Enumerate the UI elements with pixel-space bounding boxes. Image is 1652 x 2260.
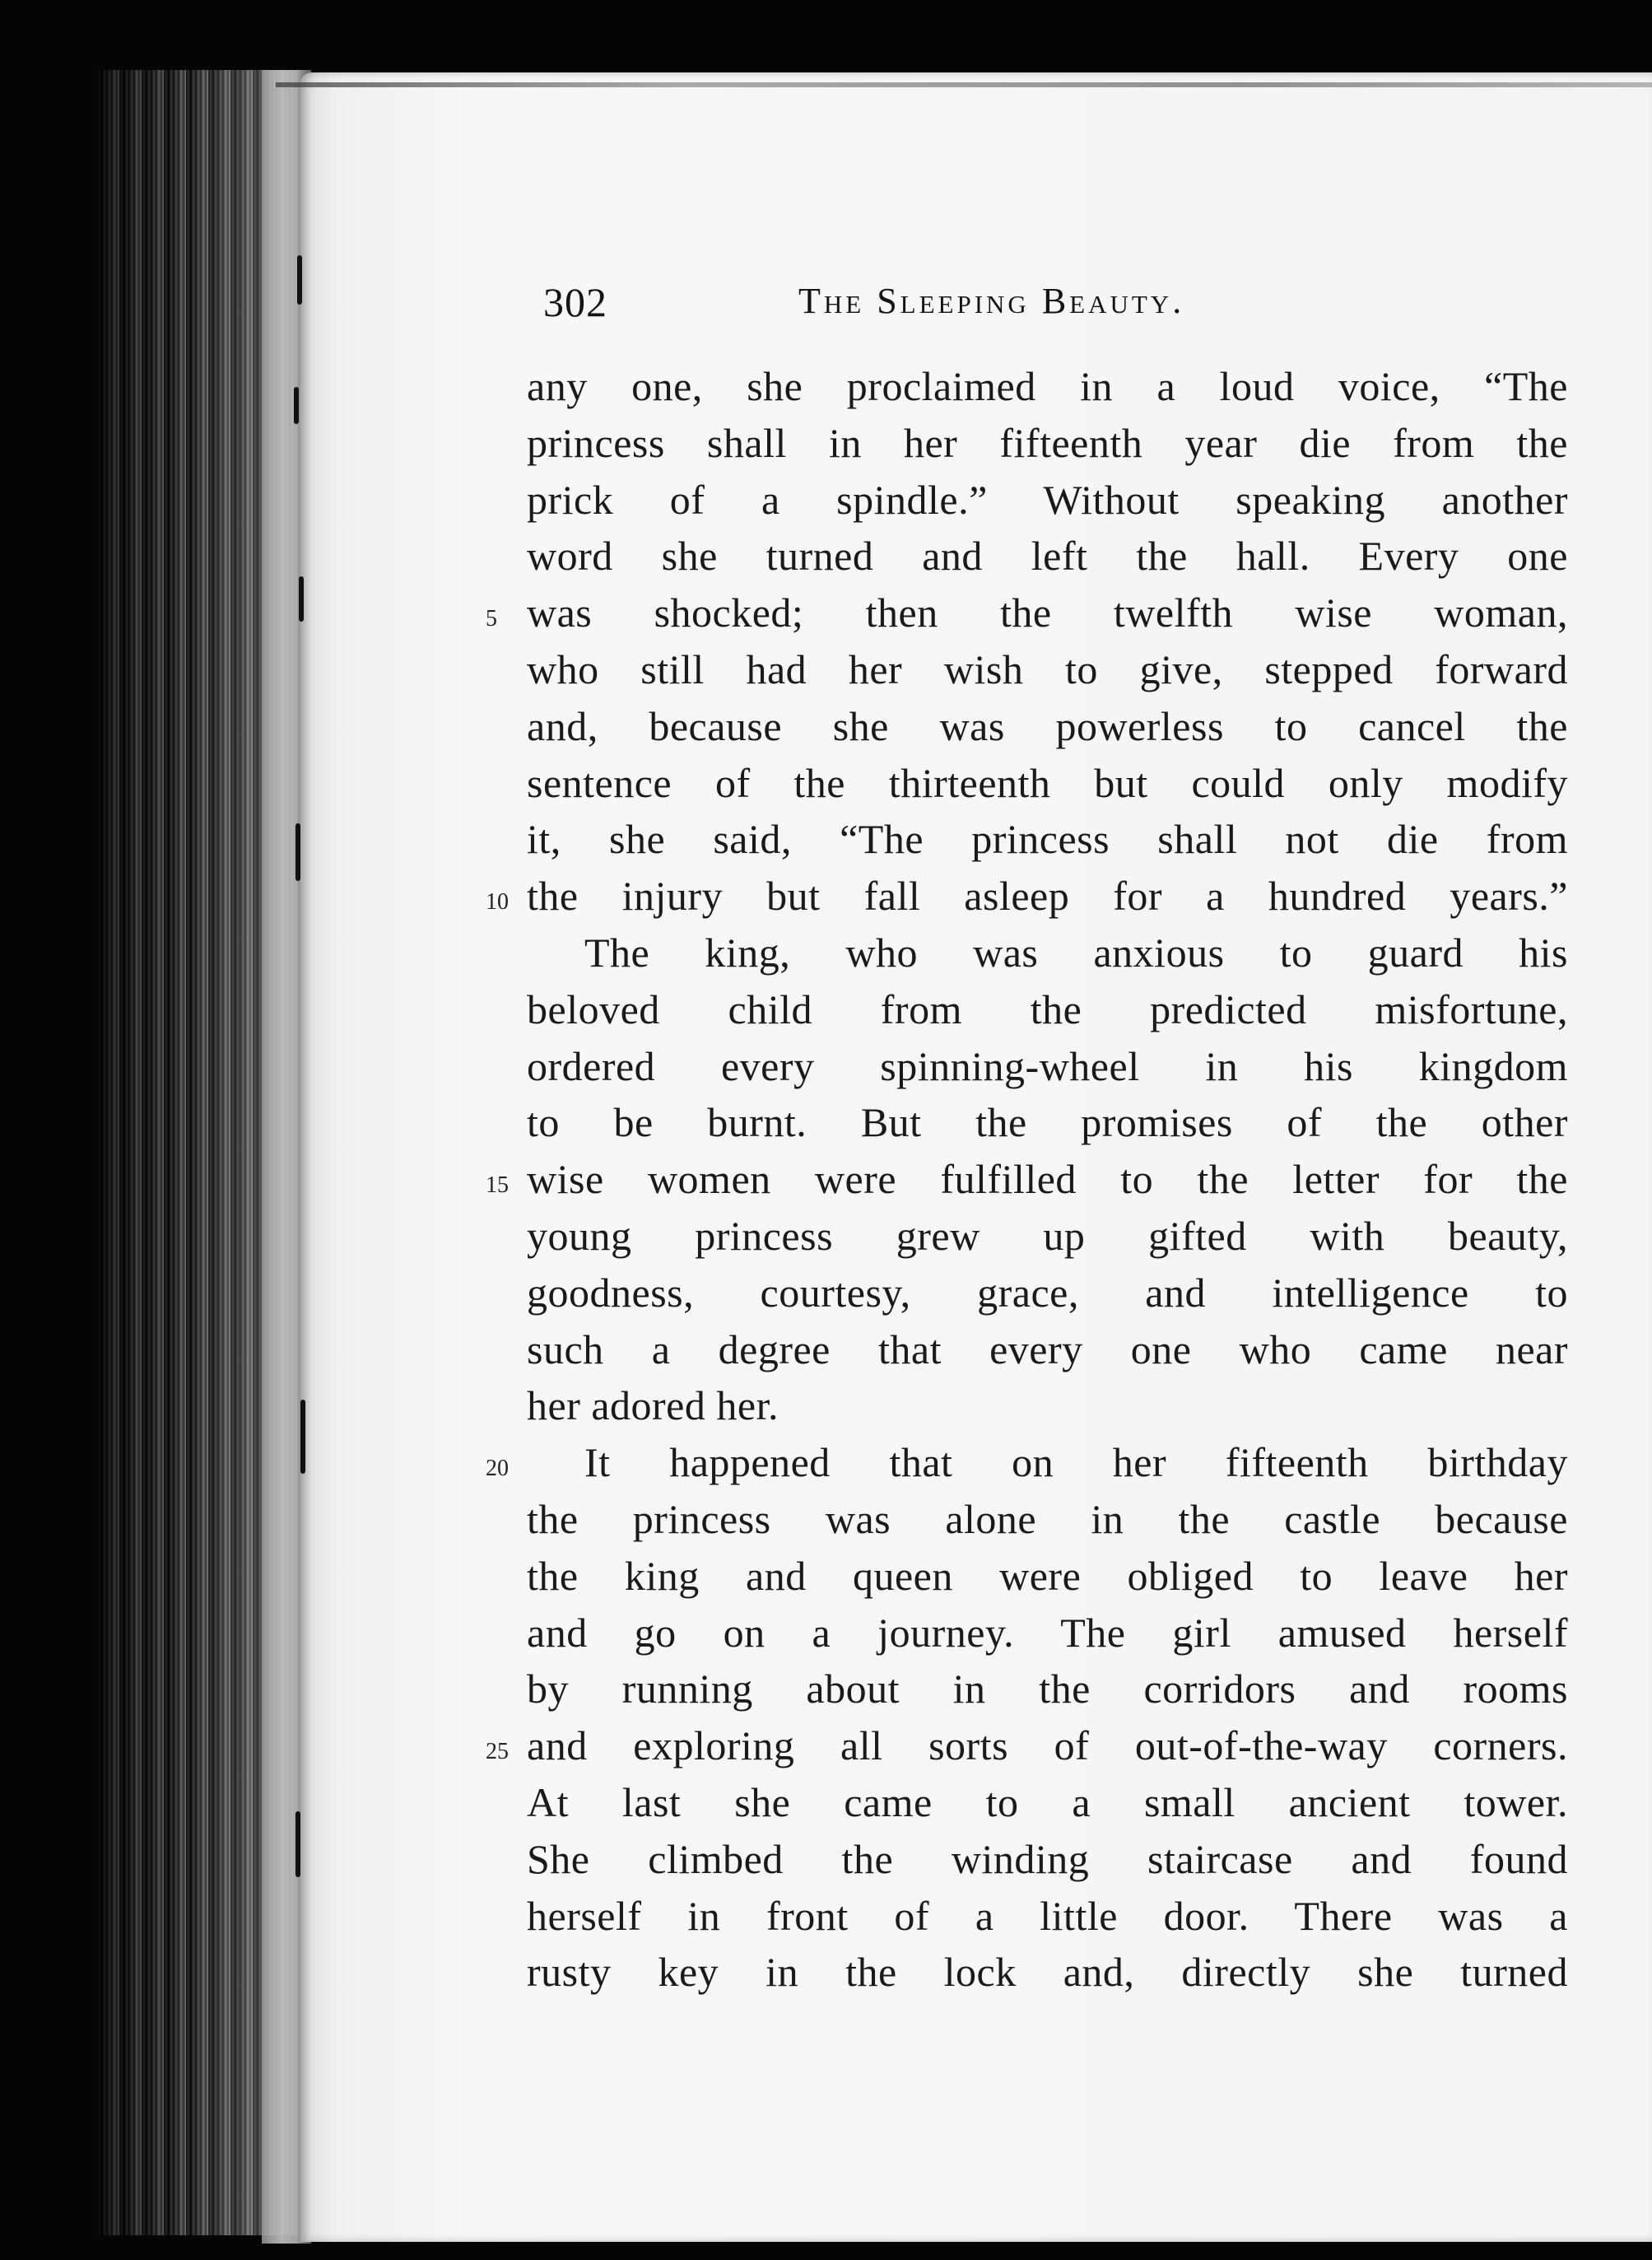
text-line: [527, 1605, 1568, 1661]
line-text: to be burnt. But the promises of the other: [527, 1099, 1568, 1146]
line-text: goodness, courtesy, grace, and intelligence to: [527, 1269, 1568, 1316]
line-text: the injury but fall asleep for a hundred years.”: [527, 873, 1568, 920]
gutter-mark: [295, 1811, 300, 1877]
line-text: rusty key in the lock and, directly she turned: [527, 1949, 1568, 1996]
line-text: At last she came to a small ancient tower.: [527, 1778, 1568, 1825]
line-text: word she turned and left the hall. Every one: [527, 533, 1568, 580]
line-text: was shocked; then the twelfth wise woman,: [527, 589, 1568, 636]
line-text: prick of a spindle.” Without speaking another: [527, 476, 1568, 523]
line-text: any one, she proclaimed in a loud voice, “The: [527, 363, 1568, 409]
text-line: [527, 1888, 1568, 1945]
text-line: [527, 1774, 1568, 1831]
text-line: [486, 868, 1568, 925]
line-number: 25: [486, 1739, 509, 1765]
line-text: by running about in the corridors and rooms: [527, 1666, 1568, 1712]
line-number: 5: [486, 606, 497, 632]
text-line: [527, 1038, 1568, 1095]
text-line: [527, 1208, 1568, 1265]
text-line: [527, 755, 1568, 812]
gutter-mark: [295, 823, 300, 881]
line-text: young princess grew up gifted with beauty,: [527, 1212, 1568, 1259]
text-line: [527, 1377, 1568, 1434]
gutter-mark: [299, 576, 304, 622]
line-text: beloved child from the predicted misfortune,: [527, 986, 1568, 1032]
text-line: [527, 1491, 1568, 1548]
text-line: [527, 1944, 1568, 2001]
line-text: herself in front of a little door. There was a: [527, 1892, 1568, 1939]
text-line: [527, 1831, 1568, 1888]
gutter-mark: [300, 1400, 305, 1474]
running-title: The Sleeping Beauty.: [798, 281, 1185, 321]
line-text: wise women were fulfilled to the letter for the: [527, 1156, 1568, 1203]
page-body-text: [486, 358, 1568, 2001]
line-text: her adored her.: [527, 1382, 779, 1429]
gutter-mark: [294, 387, 299, 424]
text-line: [527, 472, 1568, 529]
text-line: [486, 1717, 1568, 1774]
line-text: It happened that on her fifteenth birthday: [584, 1439, 1568, 1486]
text-line: [527, 528, 1568, 585]
text-line: [527, 641, 1568, 698]
text-line: [527, 1265, 1568, 1321]
line-text: who still had her wish to give, stepped forward: [527, 645, 1568, 692]
text-line: [527, 925, 1568, 981]
line-text: and go on a journey. The girl amused herself: [527, 1609, 1568, 1656]
text-line: [486, 1151, 1568, 1208]
text-line: [527, 1661, 1568, 1717]
text-line: [527, 1094, 1568, 1151]
text-line: [527, 1321, 1568, 1378]
text-line: [527, 981, 1568, 1038]
line-text: and, because she was powerless to cancel the: [527, 702, 1568, 749]
line-text: The king, who was anxious to guard his: [584, 929, 1568, 976]
text-line: [527, 415, 1568, 472]
line-number: 15: [486, 1172, 509, 1199]
text-line: [527, 698, 1568, 755]
running-head: [543, 278, 1580, 336]
gutter-marks: [292, 247, 325, 2058]
line-number: 10: [486, 889, 509, 916]
line-text: the princess was alone in the castle because: [527, 1495, 1568, 1542]
text-line: [486, 585, 1568, 641]
line-text: the king and queen were obliged to leave her: [527, 1552, 1568, 1599]
text-line: [527, 1548, 1568, 1605]
text-line: [486, 1434, 1568, 1491]
gutter-mark: [297, 255, 302, 305]
line-text: sentence of the thirteenth but could only modify: [527, 759, 1568, 806]
line-text: She climbed the winding staircase and found: [527, 1835, 1568, 1882]
page-number: 302: [543, 279, 607, 325]
line-text: and exploring all sorts of out-of-the-way corners.: [527, 1722, 1568, 1769]
page-top-edge: [276, 82, 1652, 87]
line-text: it, she said, “The princess shall not die from: [527, 816, 1568, 863]
line-text: princess shall in her fifteenth year die from the: [527, 419, 1568, 466]
line-number: 20: [486, 1456, 509, 1482]
line-text: ordered every spinning-wheel in his kingdom: [527, 1042, 1568, 1089]
line-text: such a degree that every one who came near: [527, 1326, 1568, 1372]
text-line: [527, 358, 1568, 415]
text-line: [527, 811, 1568, 868]
